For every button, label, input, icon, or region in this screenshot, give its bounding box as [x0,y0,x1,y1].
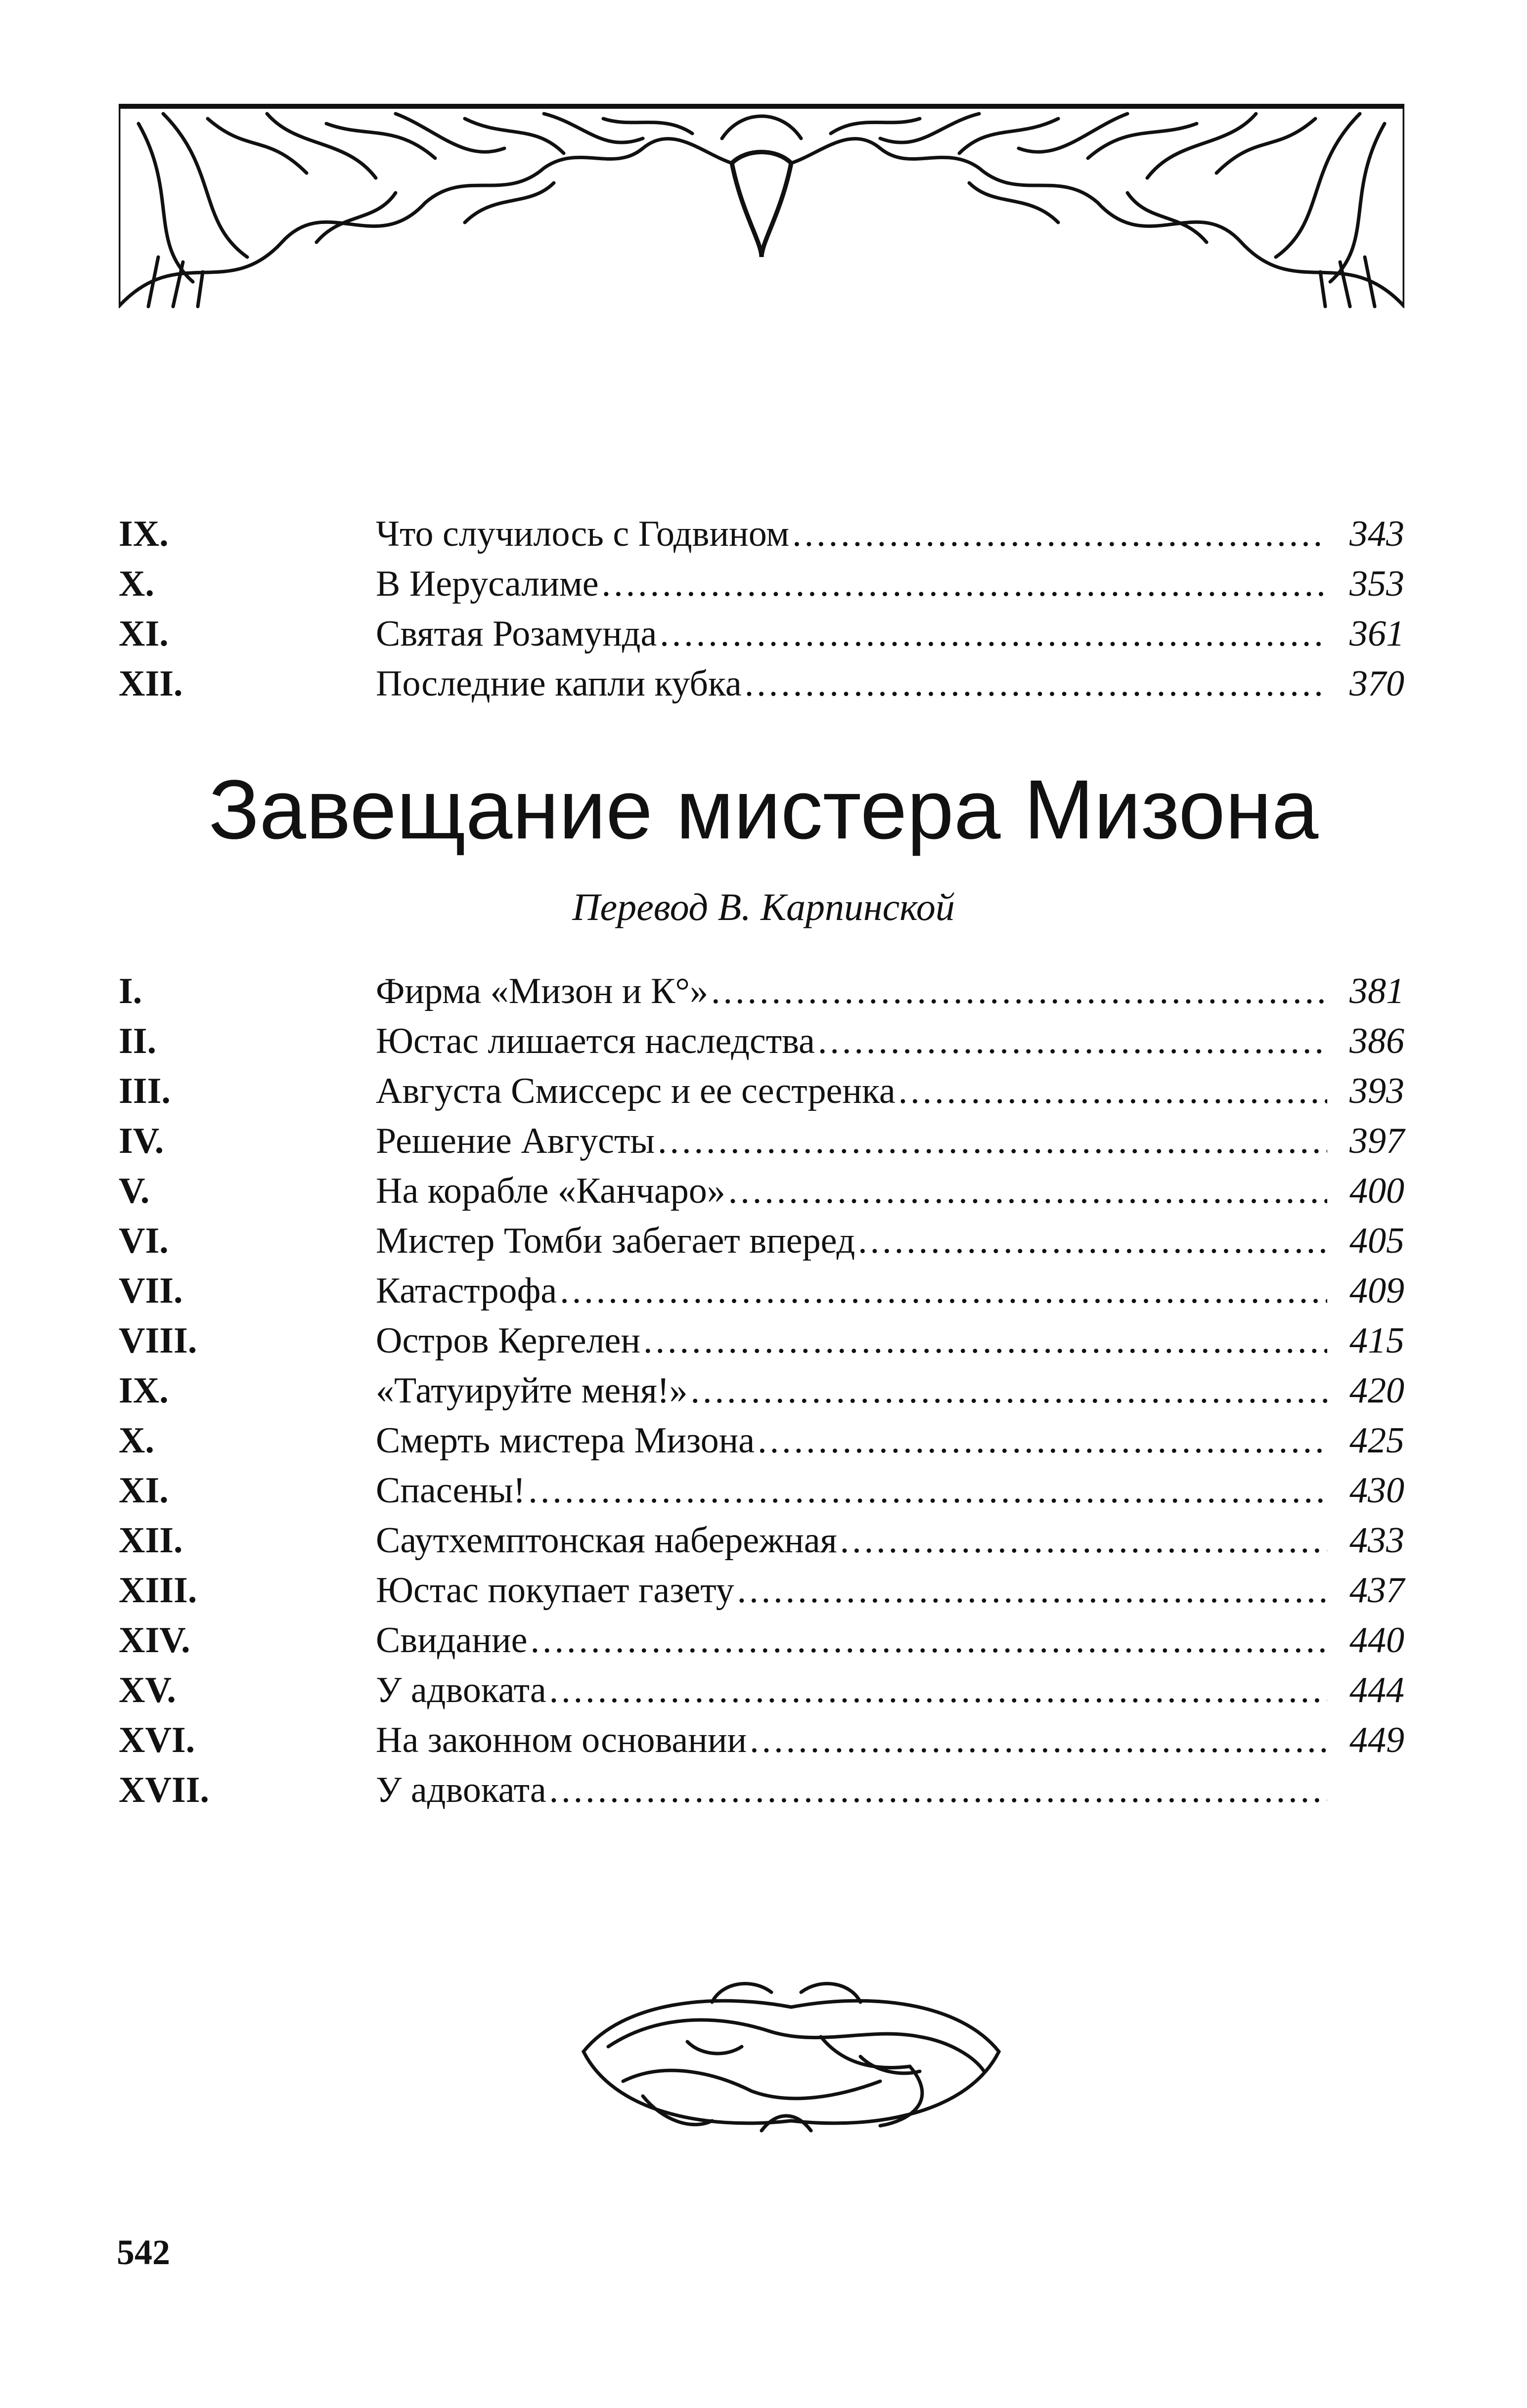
chapter-number: XV. [119,1670,176,1710]
toc-top [119,509,1404,709]
chapter-page: 353 [1349,564,1404,604]
chapter-title: Мистер Томби забегает вперед [376,1221,855,1261]
dot-leader [549,1765,1327,1815]
dot-leader [549,1665,1327,1715]
chapter-title: У адвоката [376,1670,546,1710]
dot-leader [711,966,1327,1016]
chapter-page: 361 [1349,613,1404,654]
toc-row [119,659,1404,709]
section-title: Завещание мистера Мизона [208,763,1319,857]
toc-row [119,1016,1404,1066]
chapter-page: 381 [1349,971,1404,1011]
chapter-title: Саутхемптонская набережная [376,1520,837,1561]
toc-row [119,1715,1404,1765]
chapter-page: 449 [1349,1720,1404,1760]
chapter-page: 425 [1349,1420,1404,1461]
toc-row [119,1216,1404,1266]
chapter-page: 386 [1349,1021,1404,1061]
chapter-number: VII. [119,1270,183,1311]
toc-row [119,1566,1404,1616]
chapter-page: 444 [1349,1670,1404,1710]
chapter-title: В Иерусалиме [376,564,599,604]
dot-leader [737,1566,1327,1616]
chapter-title: Катастрофа [376,1270,557,1311]
translator-credit: Перевод В. Карпинской [572,885,955,928]
chapter-number: IV. [119,1121,164,1161]
chapter-number: XII. [119,663,183,704]
dot-leader [858,1216,1327,1266]
chapter-title: Что случилось с Годвином [376,514,790,554]
toc-row [119,1616,1404,1665]
toc-row [119,609,1404,659]
dot-leader [758,1416,1327,1466]
chapter-title: Смерть мистера Мизона [376,1420,755,1461]
chapter-title: «Татуируйте меня!» [376,1370,688,1411]
chapter-page: 415 [1349,1320,1404,1361]
chapter-page: 393 [1349,1071,1404,1111]
dot-leader [818,1016,1327,1066]
chapter-number: XIV. [119,1620,190,1661]
toc-row [119,1366,1404,1416]
chapter-title: Последние капли кубка [376,663,742,704]
chapter-title: Фирма «Мизон и К°» [376,971,708,1011]
chapter-title: Августа Смиссерс и ее сестренка [376,1071,896,1111]
toc-row [119,1466,1404,1516]
dot-leader [840,1516,1327,1566]
dot-leader [560,1266,1327,1316]
chapter-title: Решение Августы [376,1121,655,1161]
dot-leader [792,509,1327,559]
chapter-number: XII. [119,1520,183,1561]
toc-row [119,1665,1404,1715]
chapter-number: IX. [119,1370,169,1411]
page-number: 542 [117,2233,170,2272]
toc-row [119,1066,1404,1116]
chapter-number: X. [119,1420,154,1461]
chapter-number: XVI. [119,1720,195,1760]
toc-row [119,966,1404,1016]
chapter-number: IX. [119,514,169,554]
chapter-page: 343 [1349,514,1404,554]
dot-leader [745,659,1327,709]
toc-row [119,509,1404,559]
chapter-number: V. [119,1171,150,1211]
toc-row [119,1166,1404,1216]
toc-row [119,1765,1404,1815]
chapter-page: 370 [1349,663,1404,704]
chapter-title: Юстас лишается наследства [376,1021,815,1061]
chapter-page: 397 [1349,1121,1404,1161]
chapter-number: I. [119,971,142,1011]
chapter-number: VIII. [119,1320,197,1361]
chapter-page: 400 [1349,1171,1404,1211]
dot-leader [530,1616,1327,1665]
chapter-number: VI. [119,1221,169,1261]
toc-row [119,559,1404,609]
chapter-page: 409 [1349,1270,1404,1311]
dot-leader [643,1316,1327,1366]
chapter-title: Спасены! [376,1470,526,1511]
chapter-number: XI. [119,1470,169,1511]
chapter-title: На корабле «Канчаро» [376,1171,725,1211]
toc-row [119,1316,1404,1366]
toc-row [119,1116,1404,1166]
chapter-number: III. [119,1071,171,1111]
chapter-number: XVII. [119,1770,209,1810]
chapter-page: 440 [1349,1620,1404,1661]
toc-row [119,1266,1404,1316]
toc-row [119,1516,1404,1566]
dot-leader [528,1466,1327,1516]
chapter-number: XI. [119,613,169,654]
dot-leader [898,1066,1327,1116]
chapter-title: Остров Кергелен [376,1320,640,1361]
dot-leader [660,609,1327,659]
chapter-page: 405 [1349,1221,1404,1261]
floral-headpiece-ornament [119,94,1404,321]
dot-leader [728,1166,1327,1216]
dot-leader [658,1116,1327,1166]
chapter-title: Юстас покупает газету [376,1570,734,1611]
chapter-title: На законном основании [376,1720,747,1760]
chapter-page: 430 [1349,1470,1404,1511]
toc-main [119,966,1404,1815]
chapter-number: XIII. [119,1570,197,1611]
toc-row [119,1416,1404,1466]
dot-leader [750,1715,1327,1765]
chapter-title: У адвоката [376,1770,546,1810]
dot-leader [602,559,1327,609]
chapter-number: X. [119,564,154,604]
chapter-title: Святая Розамунда [376,613,657,654]
floral-tailpiece-ornament [564,1972,1019,2150]
dot-leader [691,1366,1327,1416]
chapter-title: Свидание [376,1620,528,1661]
chapter-page: 433 [1349,1520,1404,1561]
chapter-number: II. [119,1021,157,1061]
chapter-page: 420 [1349,1370,1404,1411]
chapter-page: 437 [1349,1570,1404,1611]
